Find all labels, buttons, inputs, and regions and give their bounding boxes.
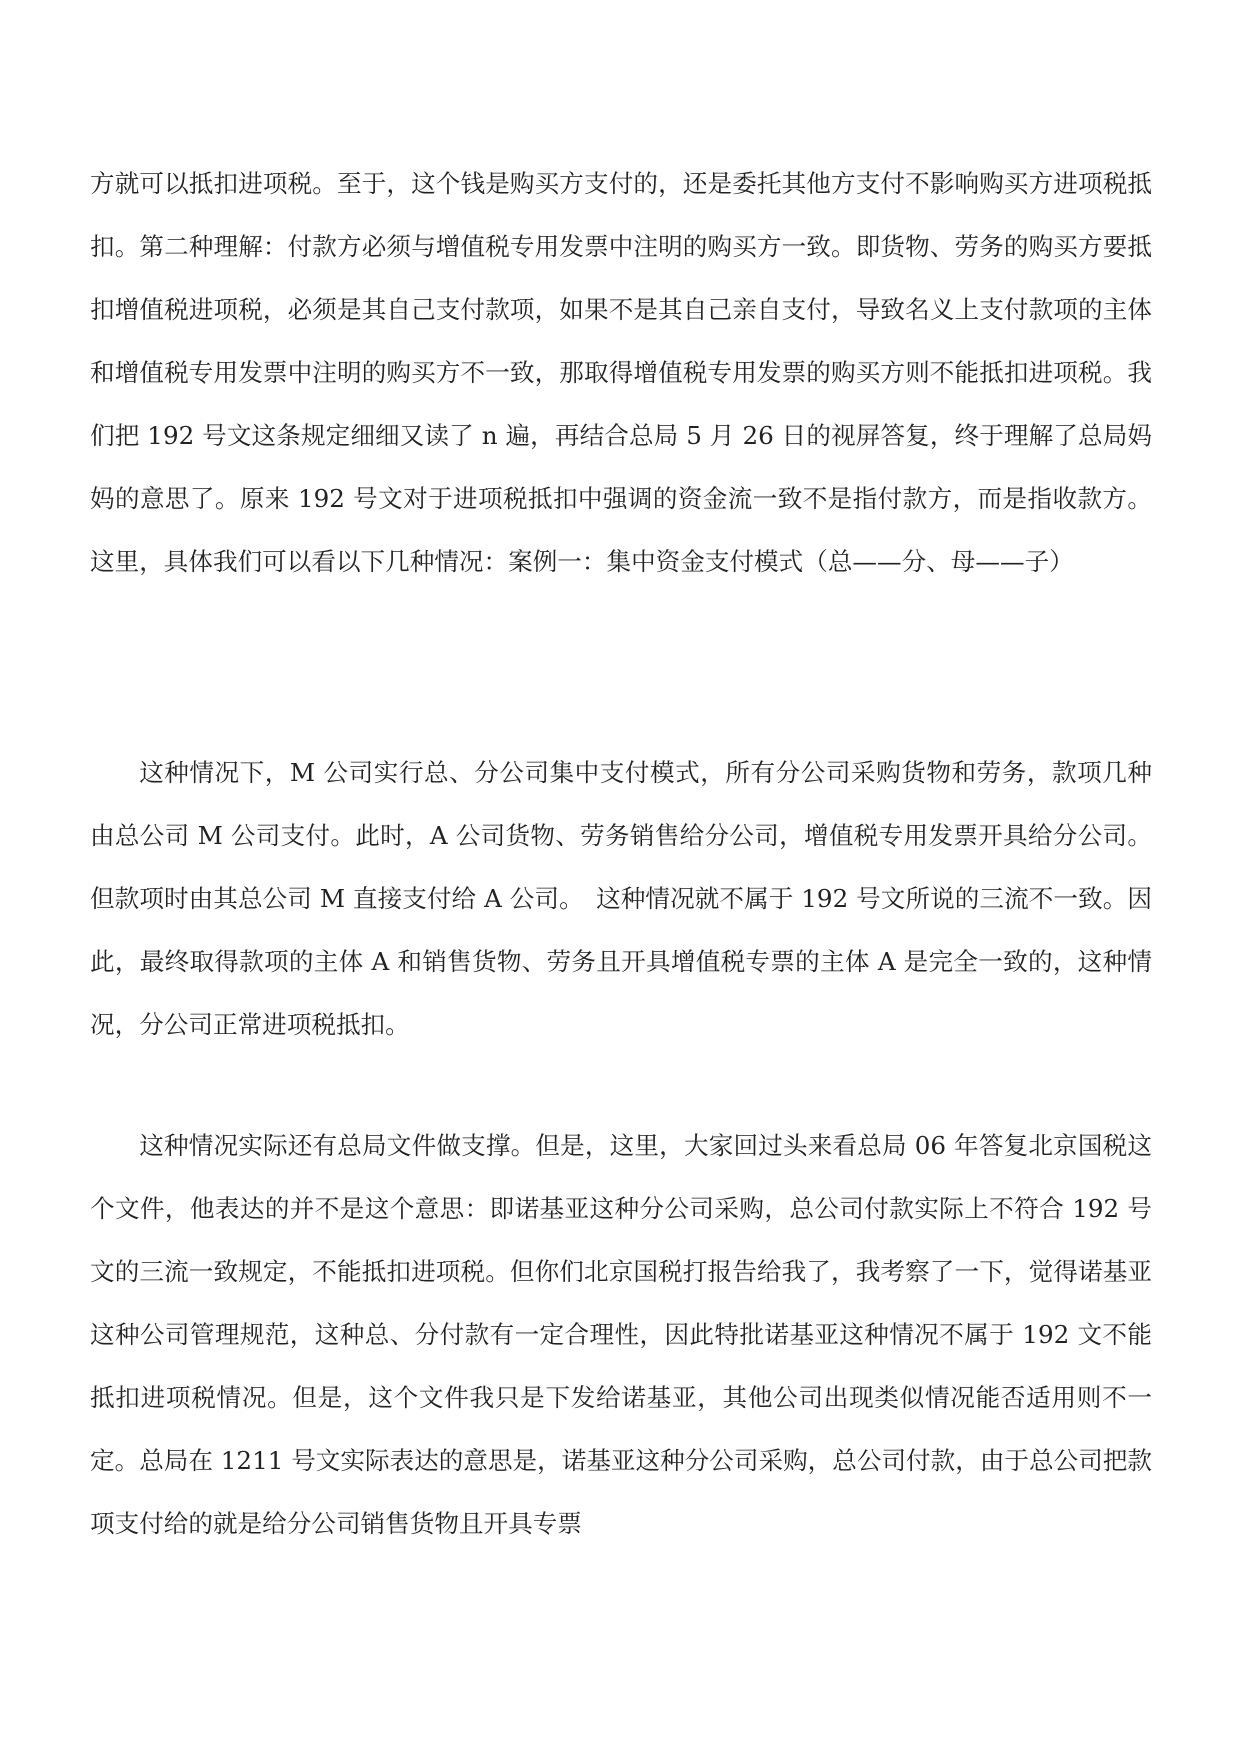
paragraph-1: 方就可以抵扣进项税。至于，这个钱是购买方支付的，还是委托其他方支付不影响购买方进项税抵扣。第二种理解：付款方必须与增值税专用发票中注明的购买方一致。即货物、劳务的购买方要抵扣增值税进项税，必须是其自己支付款项，如果不是其自己亲自支付，导致名义上支付款项的主体和增值税专用发票中注明的购买方不一致，那取得增值税专用发票的购买方则不能抵扣进项税。我们把 192 号文这条规定细细又读了 n 遍，再结合总局 5 月 26 日的视屏答复，终于理解了总局妈妈的意思了。原来 192 号文对于进项税抵扣中强调的资金流一致不是指付款方，而是指收款方。这里，具体我们可以看以下几种情况：案例一：集中资金支付模式（总——分、母——子） (90, 169, 1152, 576)
paragraph-2: 这种情况下，M 公司实行总、分公司集中支付模式，所有分公司采购货物和劳务，款项几种由总公司 M 公司支付。此时，A 公司货物、劳务销售给分公司，增值税专用发票开具给分公司。但款项时由其总公司 M 直接支付给 A 公司。 这种情况就不属于 192 号文所说的三流不一致。因此，最终取得款项的主体 A 和销售货物、劳务且开具增值税专票的主体 A 是完全一致的，这种情况，分公司正常进项税抵扣。 (90, 758, 1152, 1039)
paragraph-3: 这种情况实际还有总局文件做支撑。但是，这里，大家回过头来看总局 06 年答复北京国税这个文件，他表达的并不是这个意思：即诺基亚这种分公司采购，总公司付款实际上不符合 192 号文的三流一致规定，不能抵扣进项税。但你们北京国税打报告给我了，我考察了一下，觉得诺基亚这种公司管理规范，这种总、分付款有一定合理性，因此特批诺基亚这种情况不属于 192 文不能抵扣进项税情况。但是，这个文件我只是下发给诺基亚，其他公司出现类似情况能否适用则不一定。总局在 1211 号文实际表达的意思是，诺基亚这种分公司采购，总公司付款，由于总公司把款项支付给的就是给分公司销售货物且开具专票 (90, 1131, 1152, 1538)
